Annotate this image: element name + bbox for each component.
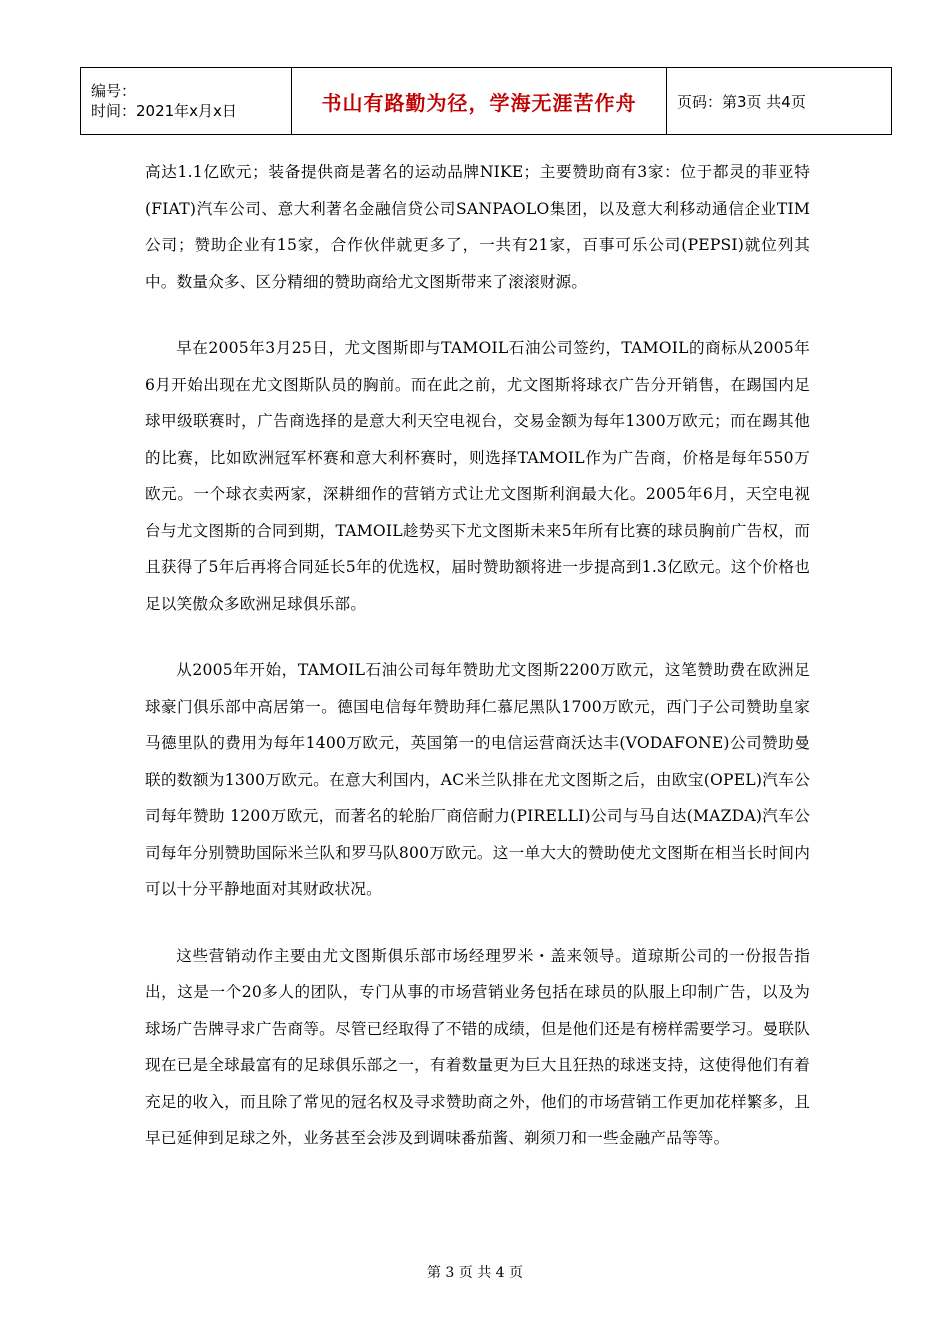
page-footer: 第 3 页 共 4 页: [426, 1265, 524, 1281]
body-paragraph-1: 高达1.1亿欧元；装备提供商是著名的运动品牌NIKE；主要赞助商有3家：位于都灵的菲亚特(FIAT)汽车公司、意大利著名金融信贷公司SANPAOLO集团，以及意大利移动通信企业TIM公司；赞助企业有15家，合作伙伴就更多了，一共有21家，百事可乐公司(PEPSI)就位列其中。数量众多、区分精细的赞助商给尤文图斯带来了滚滚财源。: [145, 163, 810, 291]
body-paragraph-2: 早在2005年3月25日，尤文图斯即与TAMOIL石油公司签约，TAMOIL的商标从2005年6月开始出现在尤文图斯队员的胸前。而在此之前，尤文图斯将球衣广告分开销售，在踢国内足球甲级联赛时，广告商选择的是意大利天空电视台，交易金额为每年1300万欧元；而在踢其他的比赛，比如欧洲冠军杯赛和意大利杯赛时，则选择TAMOIL作为广告商，价格是每年550万欧元。一个球衣卖两家，深耕细作的营销方式让尤文图斯利润最大化。2005年6月，天空电视台与尤文图斯的合同到期，TAMOIL趁势买下尤文图斯未来5年所有比赛的球员胸前广告权，而且获得了5年后再将合同延长5年的优选权，届时赞助额将进一步提高到1.3亿欧元。这个价格也足以笑傲众多欧洲足球俱乐部。: [145, 339, 810, 613]
header-meta-cell: [81, 68, 292, 135]
header-motto: 书山有路勤为径，学海无涯苦作舟: [292, 68, 667, 135]
document-time-label: 时间：2021年x月x日: [91, 102, 237, 120]
document-header: [80, 67, 892, 135]
document-body: [145, 154, 810, 1187]
body-paragraph-4: 这些营销动作主要由尤文图斯俱乐部市场经理罗米・盖来领导。道琼斯公司的一份报告指出，这是一个20多人的团队，专门从事的市场营销业务包括在球员的队服上印制广告，以及为球场广告牌寻求广告商等。尽管已经取得了不错的成绩，但是他们还是有榜样需要学习。曼联队现在已是全球最富有的足球俱乐部之一，有着数量更为巨大且狂热的球迷支持，这使得他们有着充足的收入，而且除了常见的冠名权及寻求赞助商之外，他们的市场营销工作更加花样繁多，且早已延伸到足球之外，业务甚至会涉及到调味番茄酱、剃须刀和一些金融产品等等。: [145, 946, 810, 1147]
body-paragraph-3: 从2005年开始，TAMOIL石油公司每年赞助尤文图斯2200万欧元，这笔赞助费在欧洲足球豪门俱乐部中高居第一。德国电信每年赞助拜仁慕尼黑队1700万欧元，西门子公司赞助皇家马德里队的费用为每年1400万欧元，英国第一的电信运营商沃达丰(VODAFONE)公司赞助曼联的数额为1300万欧元。在意大利国内，AC米兰队排在尤文图斯之后，由欧宝(OPEL)汽车公司每年赞助 1200万欧元，而著名的轮胎厂商倍耐力(PIRELLI)公司与马自达(MAZDA)汽车公司每年分别赞助国际米兰队和罗马队800万欧元。这一单大大的赞助使尤文图斯在相当长时间内可以十分平静地面对其财政状况。: [145, 661, 810, 898]
document-number-label: 编号：: [91, 82, 137, 100]
header-page-code: 页码：第3页 共4页: [667, 68, 892, 135]
